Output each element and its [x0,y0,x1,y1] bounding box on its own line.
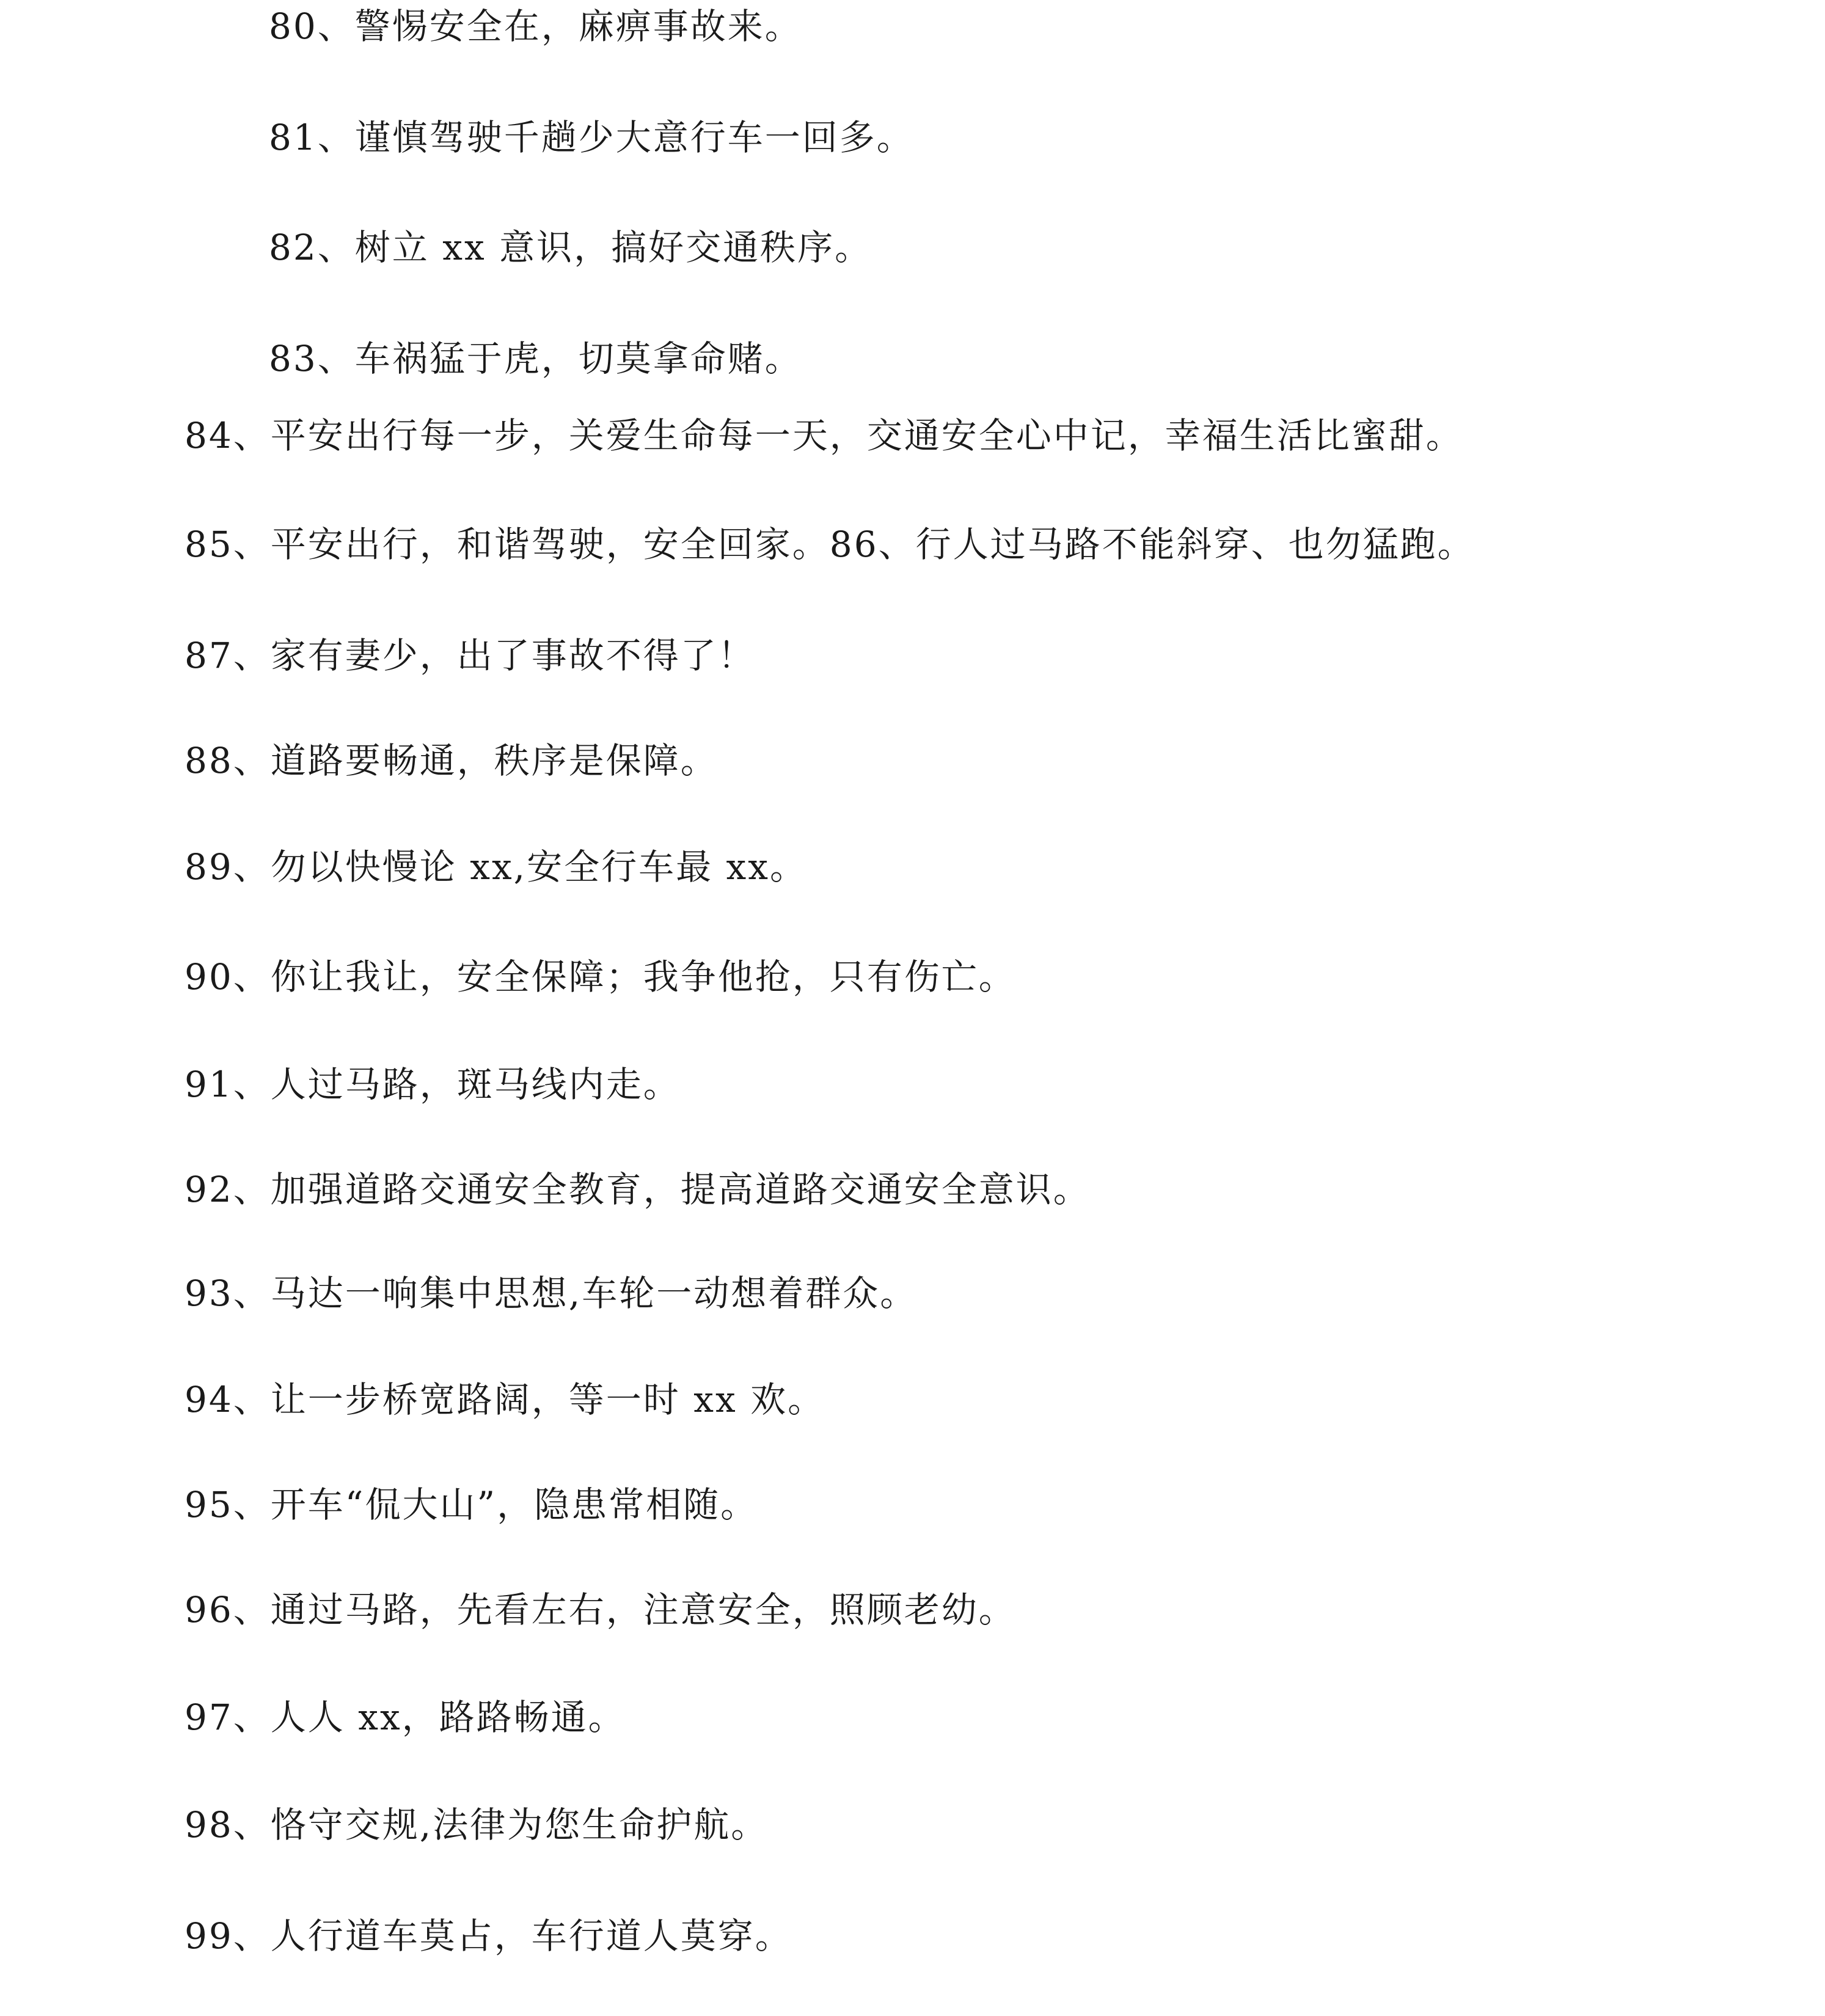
slogan-line-91: 91、人过马路，斑马线内走。 [185,1064,681,1105]
slogan-line-90: 90、你让我让，安全保障；我争他抢，只有伤亡。 [185,956,1016,998]
slogan-line-94: 94、让一步桥宽路阔，等一时 xx 欢。 [185,1379,825,1420]
slogan-line-87: 87、家有妻少，出了事故不得了！ [185,635,755,676]
slogan-line-83: 83、车祸猛于虎，切莫拿命赌。 [269,338,802,379]
slogan-line-98: 98、恪守交规,法律为您生命护航。 [185,1804,769,1846]
slogan-line-93: 93、马达一响集中思想,车轮一动想着群众。 [185,1273,918,1314]
slogan-line-85-86: 85、平安出行，和谐驾驶，安全回家。86、行人过马路不能斜穿、也勿猛跑。 [185,524,1475,565]
slogan-line-81: 81、谨慎驾驶千趟少大意行车一回多。 [269,117,914,158]
slogan-line-80: 80、警惕安全在，麻痹事故来。 [269,5,802,47]
slogan-line-84: 84、平安出行每一步，关爱生命每一天，交通安全心中记，幸福生活比蜜甜。 [185,415,1463,456]
slogan-line-92: 92、加强道路交通安全教育，提高道路交通安全意识。 [185,1169,1091,1210]
slogan-line-95: 95、开车“侃大山”，隐患常相随。 [185,1484,758,1525]
slogan-line-96: 96、通过马路，先看左右，注意安全，照顾老幼。 [185,1589,1016,1631]
slogan-line-99: 99、人行道车莫占，车行道人莫穿。 [185,1915,792,1957]
slogan-line-88: 88、道路要畅通，秩序是保障。 [185,740,718,781]
slogan-line-82: 82、树立 xx 意识，搞好交通秩序。 [269,227,872,268]
slogan-line-89: 89、勿以快慢论 xx,安全行车最 xx。 [185,846,807,888]
slogan-line-97: 97、人人 xx，路路畅通。 [185,1696,626,1738]
